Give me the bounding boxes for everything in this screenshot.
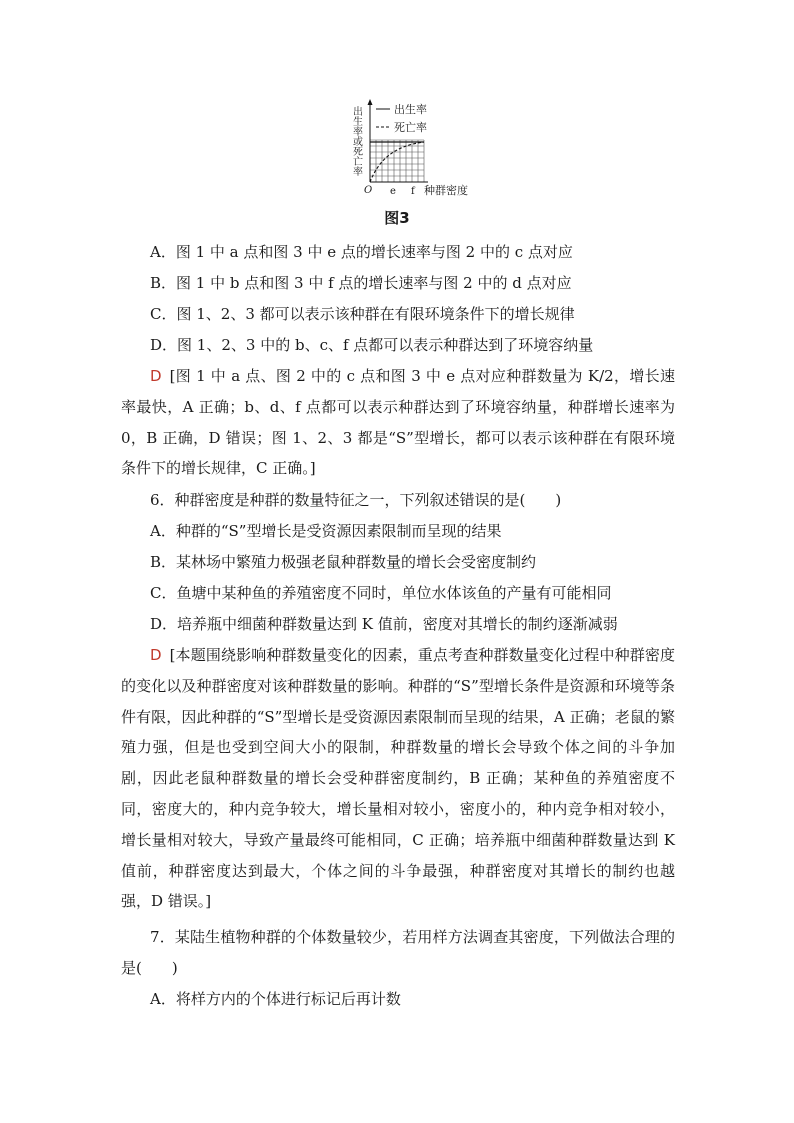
y-axis-arrow bbox=[368, 99, 373, 105]
q5-option-c: C．图 1、2、3 都可以表示该种群在有限环境条件下的增长规律 bbox=[150, 305, 575, 323]
y-axis-label: 出生率或死亡率 bbox=[350, 106, 362, 176]
q6-option-b: B．某林场中繁殖力极强老鼠种群数量的增长会受密度制约 bbox=[150, 553, 537, 571]
q5-option-a: A．图 1 中 a 点和图 3 中 e 点的增长速率与图 2 中的 c 点对应 bbox=[150, 243, 573, 261]
q5-option-b: B．图 1 中 b 点和图 3 中 f 点的增长速率与图 2 中的 d 点对应 bbox=[150, 274, 572, 292]
q6-option-d: D．培养瓶中细菌种群数量达到 K 值前，密度对其增长的制约逐渐减弱 bbox=[150, 615, 618, 633]
q6-explanation: [本题围绕影响种群数量变化的因素，重点考查种群数量变化过程中种群密度的变化以及种群密度对该种群数量的影响。种群的“S”型增长条件是资源和环境等条件有限，因此种群的“S”型增长是受资源因素限制而呈现的结果，A 正确；老鼠的繁殖力强，但是也受到空间大小的限制，种群数量的增长会导致个体之间的斗争加剧，因此老鼠种群数量的增长会受种群密度制约，B 正确；某种鱼的养殖密度不同，密度大的，种内竞争较大，增长量相对较小，密度小的，种内竞争相对较小，增长量相对较大，导致产量最终可能相同，C 正确；培养瓶中细菌种群数量达到 K 值前，种群密度达到最大，个体之间的斗争最强，种群密度对其增长的制约也越强，D 错误。] bbox=[121, 646, 675, 911]
tick-e: e bbox=[390, 186, 396, 197]
q6-stem: 6．种群密度是种群的数量特征之一，下列叙述错误的是( ) bbox=[150, 491, 562, 509]
tick-f: f bbox=[411, 186, 415, 197]
q6-answer-block bbox=[121, 640, 675, 917]
figure-caption: 图3 bbox=[384, 209, 410, 227]
origin-label: O bbox=[364, 185, 373, 196]
q5-answer: D bbox=[150, 367, 162, 385]
q5-explanation: [图 1 中 a 点、图 2 中的 c 点和图 3 中 e 点对应种群数量为 K/2，增长速率最快，A 正确；b、d、f 点都可以表示种群达到了环境容纳量，种群增长速率为 0，B 正确，D 错误；图 1、2、3 都是“S”型增长，都可以表示该种群在有限环境条件下的增长规律，C 正确。] bbox=[121, 367, 675, 478]
q6-option-a: A．种群的“S”型增长是受资源因素限制而呈现的结果 bbox=[150, 522, 502, 540]
chart-grid bbox=[370, 140, 424, 182]
q7-option-a: A．将样方内的个体进行标记后再计数 bbox=[150, 990, 401, 1008]
figure-3 bbox=[340, 96, 490, 204]
q5-answer-block bbox=[121, 361, 675, 484]
q7-stem: 7．某陆生植物种群的个体数量较少，若用样方法调查其密度，下列做法合理的是( ) bbox=[121, 928, 675, 977]
q6-option-c: C．鱼塘中某种鱼的养殖密度不同时，单位水体该鱼的产量有可能相同 bbox=[150, 584, 612, 602]
birth-death-rate-chart bbox=[340, 96, 490, 204]
x-axis-label: 种群密度 bbox=[424, 184, 468, 197]
legend-death-label: 死亡率 bbox=[394, 121, 427, 134]
q6-answer: D bbox=[150, 646, 162, 664]
q5-option-d: D．图 1、2、3 中的 b、c、f 点都可以表示种群达到了环境容纳量 bbox=[150, 336, 594, 354]
legend-birth-label: 出生率 bbox=[394, 103, 427, 116]
